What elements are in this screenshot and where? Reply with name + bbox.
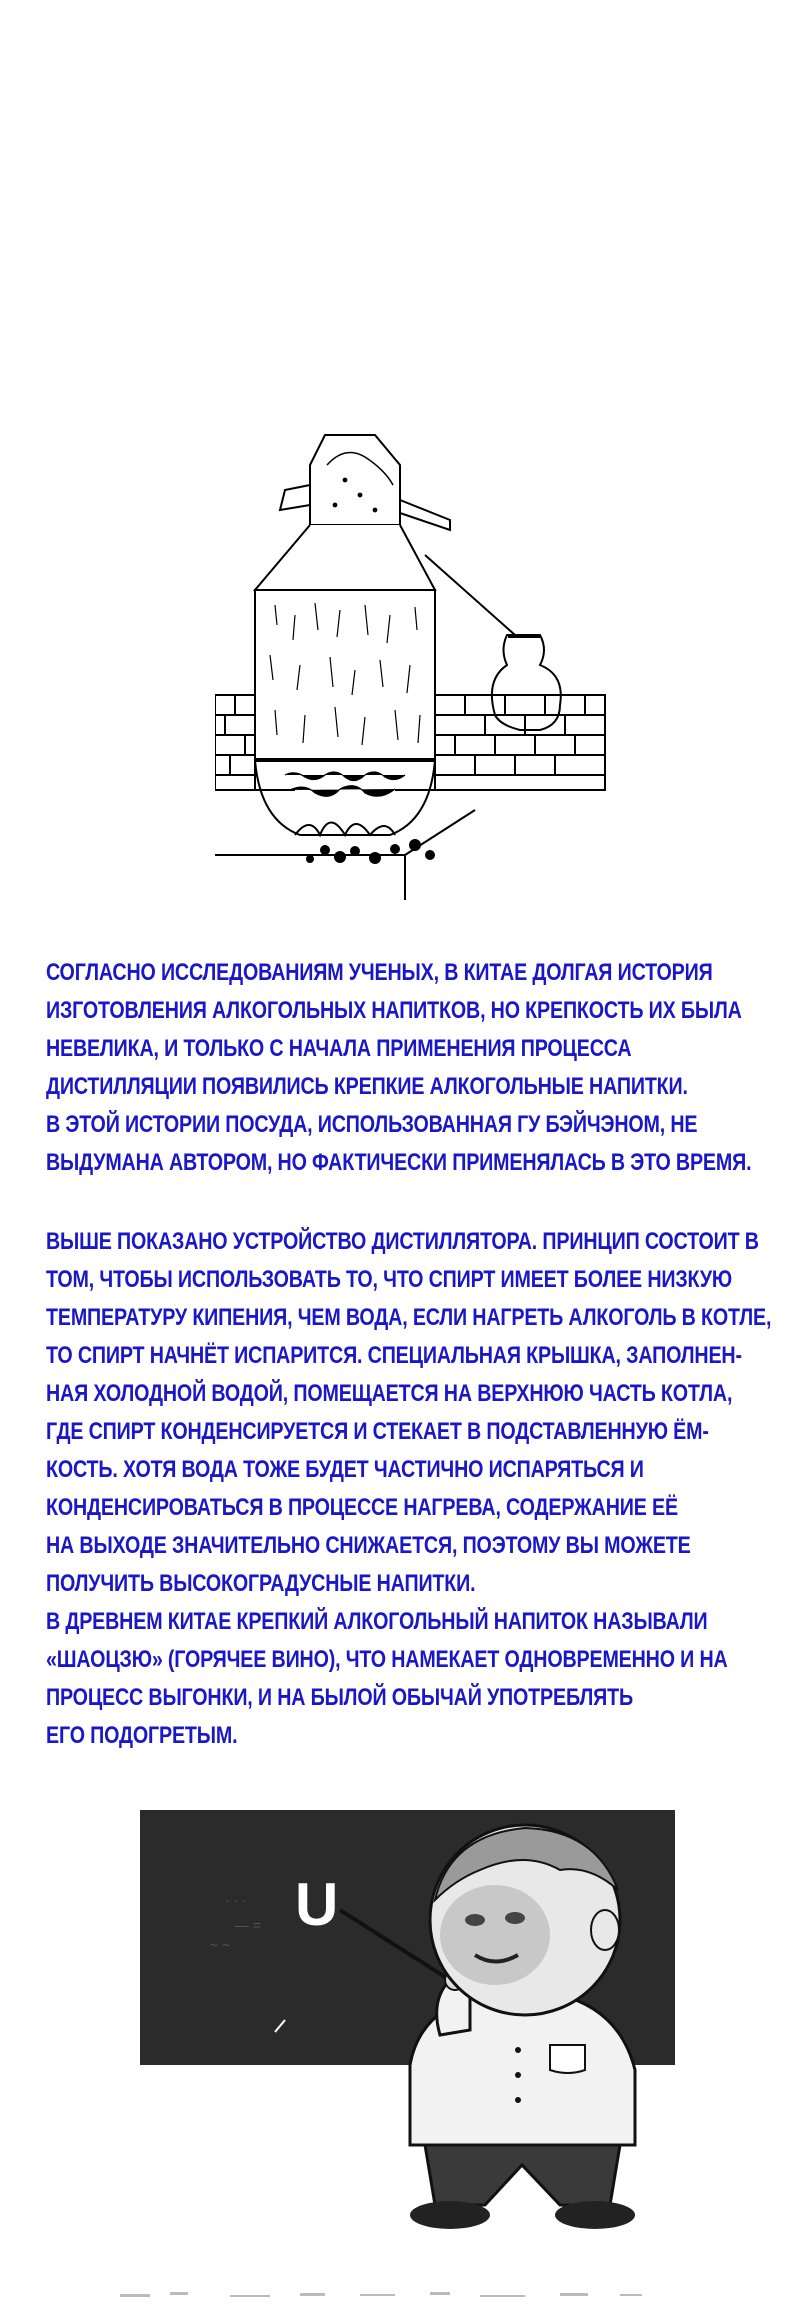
text-line: ВЫШЕ ПОКАЗАНО УСТРОЙСТВО ДИСТИЛЛЯТОРА. ПРИНЦИП СОСТОИТ В [46,1228,759,1255]
text-line: КОНДЕНСИРОВАТЬСЯ В ПРОЦЕССЕ НАГРЕВА, СОДЕРЖАНИЕ ЕЁ [46,1494,678,1521]
teacher-meme-illustration [140,1810,680,2250]
text-line: В ЭТОЙ ИСТОРИИ ПОСУДА, ИСПОЛЬЗОВАННАЯ ГУ БЭЙЧЭНОМ, НЕ [46,1111,698,1138]
text-line: ГДЕ СПИРТ КОНДЕНСИРУЕТСЯ И СТЕКАЕТ В ПОДСТАВЛЕННУЮ ЁМ- [46,1418,709,1445]
svg-text:— =: — = [235,1917,262,1933]
text-line: ТЕМПЕРАТУРУ КИПЕНИЯ, ЧЕМ ВОДА, ЕСЛИ НАГРЕТЬ АЛКОГОЛЬ В КОТЛЕ, [46,1304,772,1331]
distiller-illustration [215,425,610,905]
svg-text:~ ~: ~ ~ [210,1937,231,1953]
text-line: ПОЛУЧИТЬ ВЫСОКОГРАДУСНЫЕ НАПИТКИ. [46,1570,476,1597]
text-line: ТО СПИРТ НАЧНЁТ ИСПАРИТСЯ. СПЕЦИАЛЬНАЯ КРЫШКА, ЗАПОЛНЕН- [46,1342,742,1369]
board-letter: U [295,1871,339,1938]
text-line: КОСТЬ. ХОТЯ ВОДА ТОЖЕ БУДЕТ ЧАСТИЧНО ИСПАРЯТЬСЯ И [46,1456,644,1483]
text-line: НА ВЫХОДЕ ЗНАЧИТЕЛЬНО СНИЖАЕТСЯ, ПОЭТОМУ ВЫ МОЖЕТЕ [46,1532,691,1559]
text-line: НЕВЕЛИКА, И ТОЛЬКО С НАЧАЛА ПРИМЕНЕНИЯ ПРОЦЕССА [46,1035,632,1062]
text-line: НАЯ ХОЛОДНОЙ ВОДОЙ, ПОМЕЩАЕТСЯ НА ВЕРХНЮЮ ЧАСТЬ КОТЛА, [46,1380,733,1407]
text-line: ДИСТИЛЛЯЦИИ ПОЯВИЛИСЬ КРЕПКИЕ АЛКОГОЛЬНЫЕ НАПИТКИ. [46,1073,688,1100]
intro-paragraph [46,954,752,1182]
text-line: ВЫДУМАНА АВТОРОМ, НО ФАКТИЧЕСКИ ПРИМЕНЯЛАСЬ В ЭТО ВРЕМЯ. [46,1149,752,1176]
text-line: ЕГО ПОДОГРЕТЫМ. [46,1722,238,1749]
text-line: В ДРЕВНЕМ КИТАЕ КРЕПКИЙ АЛКОГОЛЬНЫЙ НАПИТОК НАЗЫВАЛИ [46,1608,708,1635]
text-line: ТОМ, ЧТОБЫ ИСПОЛЬЗОВАТЬ ТО, ЧТО СПИРТ ИМЕЕТ БОЛЕЕ НИЗКУЮ [46,1266,733,1293]
text-line: «ШАОЦЗЮ» (ГОРЯЧЕЕ ВИНО), ЧТО НАМЕКАЕТ ОДНОВРЕМЕННО И НА [46,1646,728,1673]
text-line: СОГЛАСНО ИССЛЕДОВАНИЯМ УЧЕНЫХ, В КИТАЕ ДОЛГАЯ ИСТОРИЯ [46,959,713,986]
text-line: ИЗГОТОВЛЕНИЯ АЛКОГОЛЬНЫХ НАПИТКОВ, НО КРЕПКОСТЬ ИХ БЫЛА [46,997,742,1024]
svg-text:· · ·: · · · [225,1892,247,1908]
explanation-paragraph [46,1223,772,1755]
bottom-decor-strip [0,2282,800,2304]
text-line: ПРОЦЕСС ВЫГОНКИ, И НА БЫЛОЙ ОБЫЧАЙ УПОТРЕБЛЯТЬ [46,1684,633,1711]
